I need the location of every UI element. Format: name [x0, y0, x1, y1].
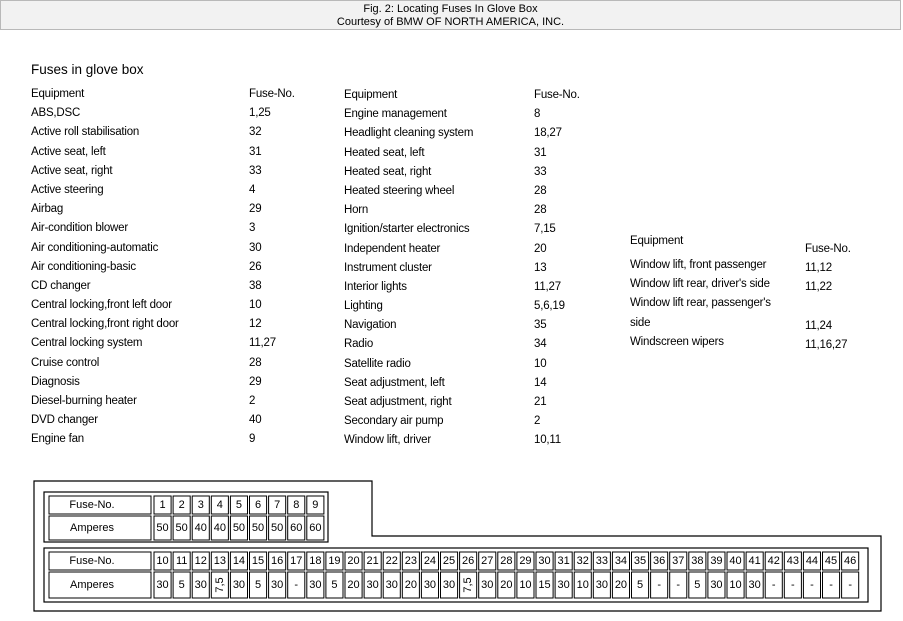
equipment-name: ABS,DSC: [31, 107, 81, 120]
fuse-number: 5,6,19: [534, 300, 565, 313]
equipment-name: Satellite radio: [344, 357, 411, 370]
equipment-name: Diagnosis: [31, 375, 80, 388]
fuse-number: 35: [534, 319, 547, 332]
fuse-number: 7,15: [534, 223, 556, 236]
ampere-value: 30: [156, 579, 169, 591]
fuse-number: 29: [519, 555, 532, 567]
fuse-number: 2: [534, 415, 541, 428]
ampere-value: 5: [694, 579, 701, 591]
equipment-name: Cruise control: [31, 356, 100, 369]
fuse-no-label: Fuse-No.: [69, 555, 115, 567]
fuse-number: 35: [633, 555, 647, 567]
equipment-header: Equipment: [344, 89, 398, 101]
fuse-number: 10: [534, 357, 547, 370]
ampere-value: 10: [519, 579, 532, 591]
fuse-number: 11,27: [534, 280, 561, 293]
equipment-name: Heated seat, right: [344, 165, 432, 178]
equipment-name: Window lift, driver: [344, 434, 431, 447]
fuse-number: 5: [235, 499, 243, 511]
ampere-value: 5: [254, 579, 262, 591]
equipment-name: Seat adjustment, left: [344, 376, 445, 389]
fuse-number: 26: [462, 555, 475, 567]
ampere-value: 50: [232, 522, 246, 534]
ampere-value: 30: [748, 579, 761, 591]
fuse-number: 38: [691, 555, 704, 567]
ampere-value: 50: [271, 522, 284, 534]
ampere-value: 30: [194, 579, 207, 591]
fuse-number: 1: [159, 499, 166, 511]
fuse-number: 41: [748, 555, 761, 567]
fuse-number: 11,27: [249, 337, 276, 350]
equipment-name: Heated steering wheel: [344, 184, 455, 197]
ampere-value: -: [829, 579, 833, 591]
fuse-number: 32: [576, 555, 589, 567]
fuse-number: 27: [481, 555, 494, 567]
equipment-name: Air-condition blower: [31, 222, 128, 235]
fuse-number: 4: [216, 499, 223, 511]
fuse-number: 13: [534, 261, 547, 274]
fuse-number: 28: [534, 184, 547, 197]
fuse-number: 26: [249, 260, 262, 273]
ampere-value: 60: [309, 522, 322, 534]
fuse-number: 9: [249, 433, 256, 446]
fuse-number: 10: [249, 299, 262, 312]
ampere-value: 40: [213, 522, 226, 534]
fuse-number: 37: [672, 555, 685, 567]
equipment-name: Engine management: [344, 108, 447, 121]
equipment-name: Secondary air pump: [344, 415, 444, 428]
fuse-number: 7: [274, 499, 281, 511]
ampere-value: 15: [538, 579, 551, 591]
equipment-name: DVD changer: [31, 414, 98, 427]
fuse-number: 40: [729, 555, 742, 567]
fuse-number: 16: [271, 555, 284, 567]
ampere-value: 5: [331, 579, 338, 591]
equipment-name: Ignition/starter electronics: [344, 223, 470, 236]
equipment-name: Active seat, right: [31, 164, 113, 177]
fuse-number: 11,16,27: [805, 338, 848, 351]
ampere-value: 5: [636, 579, 644, 591]
ampere-value: 50: [251, 522, 265, 534]
ampere-value: 30: [271, 579, 284, 591]
fuse-number: 6: [254, 499, 262, 511]
ampere-value: 10: [576, 579, 589, 591]
equipment-name: Central locking,front right door: [31, 318, 179, 331]
equipment-name: Active seat, left: [31, 145, 106, 158]
fuse-number: 45: [824, 555, 838, 567]
fuse-number: 21: [366, 555, 379, 567]
equipment-name: Headlight cleaning system: [344, 127, 474, 140]
fuse-no-header: Fuse-No.: [805, 242, 851, 255]
equipment-name: Horn: [344, 204, 369, 217]
fuse-number: 20: [534, 242, 547, 255]
fuse-number: 29: [249, 203, 262, 216]
fuse-number: 8: [293, 499, 300, 511]
fuse-number: 3: [249, 222, 256, 235]
ampere-value: 30: [442, 579, 456, 591]
fuse-number: 4: [249, 183, 256, 196]
fuse-number: 30: [249, 241, 262, 254]
equipment-name: Instrument cluster: [344, 261, 432, 274]
ampere-value: 20: [404, 579, 417, 591]
fuse-number: 28: [534, 204, 547, 217]
fuse-number: 39: [710, 555, 723, 567]
fuse-number: 38: [249, 279, 262, 292]
fuse-number: 21: [534, 396, 547, 408]
equipment-name: Air conditioning-basic: [31, 260, 136, 273]
fuse-number: 34: [614, 555, 628, 567]
fuse-number: 46: [844, 555, 857, 567]
fuse-number: 18,27: [534, 127, 562, 140]
fuse-number: 14: [232, 555, 246, 567]
fuse-number: 2: [178, 499, 185, 511]
fuse-number: 28: [500, 555, 513, 567]
ampere-value: 5: [178, 579, 185, 591]
fuse-number: 12: [194, 555, 207, 567]
fuse-number: 42: [767, 555, 780, 567]
fuse-number: 23: [404, 555, 417, 567]
equipment-name: Central locking system: [31, 337, 143, 350]
ampere-value: 30: [366, 579, 379, 591]
ampere-value: 30: [481, 579, 494, 591]
equipment-name: Heated seat, left: [344, 146, 425, 159]
equipment-name: Central locking,front left door: [31, 299, 172, 312]
fuse-number: 33: [249, 164, 262, 177]
fuse-number: 33: [534, 165, 547, 178]
fuse-number: 2: [249, 395, 256, 407]
fuse-number: 10: [156, 555, 169, 567]
equipment-name: Window lift rear, passenger's side: [630, 297, 771, 329]
ampere-value: -: [810, 579, 814, 591]
fuse-number: 19: [328, 555, 341, 567]
fuse-no-label: Fuse-No.: [69, 499, 115, 511]
fuse-number: 29: [249, 375, 262, 388]
fuse-number: 43: [786, 555, 799, 567]
fuse-no-header: Fuse-No.: [249, 88, 295, 100]
fuse-number: 40: [249, 414, 262, 427]
equipment-name: Windscreen wipers: [630, 335, 724, 348]
equipment-name: Airbag: [31, 203, 64, 216]
equipment-name: CD changer: [31, 279, 91, 292]
equipment-name: Window lift rear, driver's side: [630, 278, 770, 291]
equipment-name: Seat adjustment, right: [344, 396, 452, 408]
ampere-value: 30: [385, 579, 398, 591]
equipment-name: Window lift, front passenger: [630, 259, 767, 271]
fuse-number: 14: [534, 376, 547, 389]
equipment-name: Radio: [344, 338, 374, 351]
ampere-value: 60: [290, 522, 303, 534]
fuse-number: 9: [312, 499, 319, 511]
fuse-number: 22: [385, 555, 398, 567]
ampere-value: 10: [729, 579, 742, 591]
fuse-number: 15: [251, 555, 265, 567]
ampere-value: -: [791, 579, 795, 591]
amperes-label: Amperes: [69, 579, 115, 591]
amperes-label: Amperes: [69, 522, 115, 534]
fuse-number: 28: [249, 356, 262, 369]
fuse-number: 18: [309, 555, 322, 567]
fuse-number: 10,11: [534, 434, 561, 447]
ampere-value: 20: [614, 579, 628, 591]
fuse-number: 13: [213, 555, 226, 567]
fuse-number: 31: [557, 555, 570, 567]
equipment-name: Interior lights: [344, 280, 407, 293]
ampere-value: 20: [347, 579, 360, 591]
equipment-name: Navigation: [344, 319, 397, 332]
ampere-value: 7,5: [213, 577, 226, 593]
ampere-value: 30: [595, 579, 608, 591]
ampere-value: -: [676, 579, 681, 591]
ampere-value: 30: [232, 579, 246, 591]
fuse-number: 17: [290, 555, 303, 567]
equipment-header: Equipment: [630, 235, 684, 247]
ampere-value: -: [848, 579, 852, 591]
caption-title: Fig. 2: Locating Fuses In Glove Box: [363, 3, 538, 15]
fuse-number: 30: [538, 555, 551, 567]
ampere-value: 30: [710, 579, 723, 591]
fuse-number: 8: [534, 108, 541, 121]
ampere-value: 30: [423, 579, 437, 591]
equipment-name: Independent heater: [344, 242, 441, 255]
equipment-name: Engine fan: [31, 433, 84, 446]
ampere-value: -: [294, 579, 299, 591]
ampere-value: 40: [194, 522, 207, 534]
equipment-header: Equipment: [31, 88, 85, 100]
fuse-number: 12: [249, 318, 262, 331]
ampere-value: 30: [557, 579, 570, 591]
fuse-number: 33: [595, 555, 608, 567]
fuse-number: 11,24: [805, 319, 832, 332]
equipment-name: Lighting: [344, 300, 383, 313]
fuse-number: 36: [653, 555, 666, 567]
equipment-name: Active roll stabilisation: [31, 126, 140, 139]
fuse-number: 34: [534, 338, 547, 351]
fuse-number: 31: [534, 146, 547, 159]
section-title: Fuses in glove box: [31, 62, 144, 77]
fuse-number: 11,22: [805, 281, 832, 294]
fuse-number: 11,12: [805, 262, 832, 274]
ampere-value: 50: [156, 522, 169, 534]
ampere-value: -: [771, 579, 776, 591]
fuse-number: 11: [175, 555, 188, 567]
fuse-number: 1,25: [249, 107, 271, 120]
fuse-number: 25: [442, 555, 456, 567]
equipment-name: Active steering: [31, 183, 104, 196]
fuse-no-header: Fuse-No.: [534, 89, 580, 101]
equipment-name: Air conditioning-automatic: [31, 241, 159, 254]
ampere-value: 7,5: [462, 577, 475, 593]
ampere-value: 30: [309, 579, 322, 591]
fuse-number: 3: [197, 499, 204, 511]
ampere-value: -: [657, 579, 661, 591]
caption-credit: Courtesy of BMW OF NORTH AMERICA, INC.: [336, 16, 565, 28]
fuse-number: 44: [805, 555, 819, 567]
fuse-number: 24: [423, 555, 437, 567]
ampere-value: 50: [175, 522, 188, 534]
equipment-name: Diesel-burning heater: [31, 395, 137, 407]
fuse-number: 32: [249, 126, 262, 139]
fuse-number: 20: [347, 555, 360, 567]
fuse-number: 31: [249, 145, 262, 158]
ampere-value: 20: [500, 579, 513, 591]
